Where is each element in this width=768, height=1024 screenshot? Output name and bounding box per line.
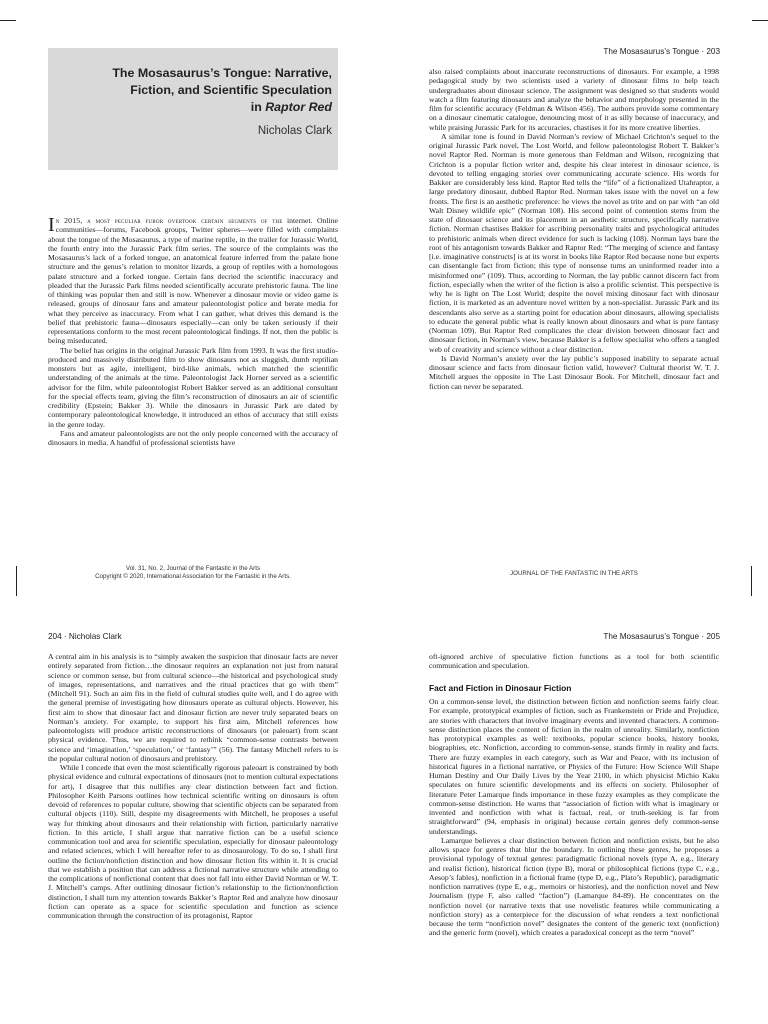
left-column <box>48 216 338 558</box>
paragraph: Lamarque believes a clear distinction between fiction and nonfiction exists, but he also allows space for genres that blur the boundary. In outlining these genres, he proposes a provisional typology of textual genres: paradigmatic fictional novels (type A, e.g., literary and realist fiction), historical fiction (type B), moral or philosophical fictions (type C, e.g., Aesop’s fables), nonfiction in a fictional frame (type D, e.g., Plato’s Republic), paradigmatic nonfiction narratives (type E, e.g., memoirs or histories), and the nonfiction novel and New Journalism (type F, also called “faction”) (Lamarque 84-89). He concentrates on the nonfiction novel (or narrative texts that use novelistic features while communicating a nonfiction story) as a centerpiece for the discussion of what renders a text nonfictional because the term “nonfiction novel” designates the content of the generic text (nonfiction) and the generic form (novel), which creates a paradoxical concept as the term “novel” <box>429 835 719 938</box>
running-head: 204 · Nicholas Clark <box>48 632 122 641</box>
section-heading: Fact and Fiction in Dinosaur Fiction <box>429 683 572 693</box>
running-head: The Mosasaurus’s Tongue · 205 <box>603 632 720 641</box>
page-205 <box>384 620 768 1024</box>
article-author: Nicholas Clark <box>257 125 332 137</box>
paragraph: Is David Norman’s anxiety over the lay public’s supposed inability to separate actual dinosaur science and facts from dinosaur fiction valid, however? Cultural theorist W. T. J. Mitchell argues the opposite in The Last Dinosaur Book. For Mitchell, dinosaur fact and fiction can never be separated. <box>429 353 719 391</box>
footer-right: JOURNAL OF THE FANTASTIC IN THE ARTS <box>510 570 638 577</box>
main-column <box>429 697 719 1024</box>
drop-cap: I <box>48 214 55 236</box>
main-column <box>48 652 338 1024</box>
footer-left: Vol. 31, No. 2, Journal of the Fantastic in the Arts Copyright © 2020, International Association for the Fantastic in the Arts. <box>95 565 291 580</box>
paragraph: In 2015, a most peculiar furor overtook certain segments of the internet. Online communities—forums, Facebook groups, Twitter spheres—were filled with complaints about the tongue of the Mosasaurus, a type of marine reptile, in the trailer for Jurassic World, the fourth entry into the Jurassic Park film series. The source of the complaints was the Mosasaurus’s lack of a forked tongue, an anatomical feature inferred from the palate bone structure and the genus’s relation to monitor lizards, a group of reptiles with a homologous palate structure and a forked tongue. Certain fans decried the scientific inaccuracy and pleaded that the Jurassic Park films needed scientifically accurate prehistoric fauna. The line of thinking was popular then and still is now. Whenever a dinosaur movie or video game is released, groups of dinosaur fans and amateur paleontologist police and berate media for what they perceive as inaccuracy. From what I can gather, what drives this demand is the belief that prehistoric fauna—dinosaurs especially—can only be taken seriously if their representations conform to the most recent paleontological findings. If not, then the public is being miseducated. <box>48 214 338 346</box>
paragraph: oft-ignored archive of speculative fiction functions as a tool for both scientific communication and speculation. <box>429 652 719 671</box>
page-204 <box>0 620 384 1024</box>
title-box <box>48 48 338 170</box>
paragraph: A similar tone is found in David Norman’s review of Michael Crichton’s sequel to the original Jurassic Park novel, The Lost World, and fellow paleontologist Robert T. Bakker’s novel Raptor Red. Norman is more generous than Feldman and Wilson, recognizing that Crichton is a popular fiction writer and, despite his clear interest in dinosaur science, is devoted to telling engaging stories over communicating accurate science. His words for Bakker are considerably less kind. Raptor Red tells the “life” of a fictionalized Utahraptor, a large predatory dinosaur, dubbed Raptor Red. Norman takes issue with the novel on a few fronts. The first is an aesthetic preference: he views the novel as trite and on par with “an old Walt Disney wildlife epic” (Norman 108). His second point of contention stems from the state of dinosaur science and its placement in an aesthetic structure, specifically narrative fiction. Norman chastises Bakker for ascribing personality traits and psychological attitudes to prehistoric animals when direct evidence for such is lacking (108). Norman lays bare the root of his antagonism towards Bakker and Raptor Red: “The merging of science and fantasy [i.e. imaginative constructs] is at its worst in books like Raptor Red because none but experts can disentangle fact from fiction; this type of nonsense turns an uninformed reader into a misinformed one” (109). Thus, according to Norman, the lay public cannot discern fact from fiction, especially when the writer of the fiction is also a prolific scientist. This perspective is why he is light on The Lost World; despite the novel mixing dinosaur fact with dinosaur fiction, it is marketed as an adventure novel written by a non-specialist. Jurassic Park and its descendants also serve as a starting point for education about dinosaurs, allowing specialists to educate the general public what is really known about dinosaurs and what is pure fantasy (Norman 109). But Raptor Red complicates the clear division between dinosaur fact and dinosaur fiction, in Norman’s view, because Bakker is a fellow specialist who offers a tangled web of creativity and science without a clear distinction. <box>429 131 719 354</box>
paragraph: also raised complaints about inaccurate reconstructions of dinosaurs. For example, a 1998 pedagogical study by two scientists used a variety of dinosaur films to help teach undergraduates about dinosaur science. The assignment was designed so that students would watch a film featuring dinosaurs and analyze the behavior and morphology presented in the film for scientific accuracy (Feldman & Wilson 456). The authors provide some commentary on a dinosaur cinematic catalogue, denouncing most of it as silly because of inaccuracy, and while praising Jurassic Park for its accuracies, chastises it for its more creative liberties. <box>429 67 719 132</box>
main-column-top <box>429 652 719 682</box>
crop-mark <box>752 20 768 21</box>
crop-mark <box>16 566 17 596</box>
paragraph: While I concede that even the most scientifically rigorous paleoart is constrained by both physical evidence and cultural expectations of dinosaurs (not to mention cultural expectations for art), I disagree that this nullifies any clear distinction between fact and fiction. Philosopher Keith Parsons outlines how technical scientific writing on dinosaurs is often devoid of references to popular culture, showing that scientific objects can be separated from cultural objects (110). Still, despite my disagreements with Mitchell, he proposes a useful way for thinking about dinosaurs and their relationship with fiction, particularly narrative fiction. In this article, I shall argue that narrative fiction can be a useful science communication tool and area for scientific speculation, especially for dinosaur paleontology and related sciences, which I will hereafter refer to as dinosaurology. To do so, I shall first outline the fiction/nonfiction distinction and how dinosaur fiction fits within it. It is crucial that we establish a position that can address a fictional narrative structure while attending to the complications of nonfictional content that does not fall into either David Norman or W. T. J. Mitchell’s camps. After outlining dinosaur fiction’s relationship to the fiction/nonfiction distinction, I shall turn my attention towards Bakker’s Raptor Red and analyze how dinosaur fiction can operate as a space for scientific speculation and function as science communication through the construction of its protagonist, Raptor <box>48 763 338 920</box>
crop-mark <box>751 566 752 596</box>
paragraph: A central aim in his analysis is to “simply awaken the suspicion that dinosaur facts are never entirely separated from fiction…the dinosaur requires an explanation not just from natural science or common sense, but from cultural science—the historical and psychological study of images, representations, and narratives and the ritual practices that go with them” (Mitchell 91). Such an aim fits in the field of cultural studies quite well, and I do agree with the general premise of investigating how dinosaurs operate as cultural objects. However, his first aim to show that dinosaur fact and dinosaur fiction are never truly separated bears on Norman’s anxiety. For example, to support his first aim, Mitchell references how paleontologists will produce artistic reconstructions of dinosaurs (or paleoart) from scant physical evidence. Thus, we are required to rethink “common-sense contrasts between science and ‘imagination,’ ‘speculation,’ or ‘fantasy’” (56). The fantasy Mitchell refers to is the popular cultural notion of dinosaurs and prehistory. <box>48 652 338 763</box>
running-head: The Mosasaurus’s Tongue · 203 <box>603 47 720 56</box>
paragraph: The belief has origins in the original Jurassic Park film from 1993. It was the first studio-produced and massively distributed film to show dinosaurs not as sluggish, dumb reptilian monsters but as agile, intelligent, bird-like animals, which matched the scientific understanding of the animals at the time. Paleontologist Jack Horner served as a scientific advisor for the film, while paleontologist Robert Bakker served as an additional consultant for the special effects team, giving the film’s reconstruction of dinosaurs an air of scientific credibility (Epstein; Bakker 3). While the dinosaurs in Jurassic Park are dated by contemporary paleontological knowledge, it introduced an ethos of accuracy that still exists in the genre today. <box>48 345 338 429</box>
article-title: The Mosasaurus’s Tongue: Narrative, Fiction, and Scientific Speculation in Raptor Red <box>112 66 332 114</box>
crop-mark <box>0 20 16 21</box>
paragraph: On a common-sense level, the distinction between fiction and nonfiction seems fairly clear. For example, prototypical examples of fiction, such as Frankenstein or Pride and Prejudice, are stories with characters that involve imaginary events and invented characters. A common-sense distinction places the content of fiction in the realm of unreality. Similarly, nonfiction has prototypical examples as well: textbooks, popular science books, history books, biographies, etc. Nonfiction, according to common-sense, stands firmly in reality and facts. There are fuzzy examples in each category, such as War and Peace, with its inclusion of historical figures in a fictional narrative, or Physics of the Future: How Science Will Shape Human Destiny and Our Daily Lives by the Year 2100, in which physicist Michio Kaku speculates on future scientific developments and its effects on society. Philosopher of literature Peter Lamarque finds importance in these fuzzy examples as they complicate the common-sense distinction. He warns that “association of fiction with what is imaginary or invented and nonfiction with what is factual, real, or truth-seeking is far from straightforward” (94, emphasis in original) because certain genres defy common-sense understandings. <box>429 697 719 836</box>
paragraph: Fans and amateur paleontologists are not the only people concerned with the accuracy of dinosaurs in media. A handful of professional scientists have <box>48 428 338 447</box>
right-column <box>429 67 719 557</box>
